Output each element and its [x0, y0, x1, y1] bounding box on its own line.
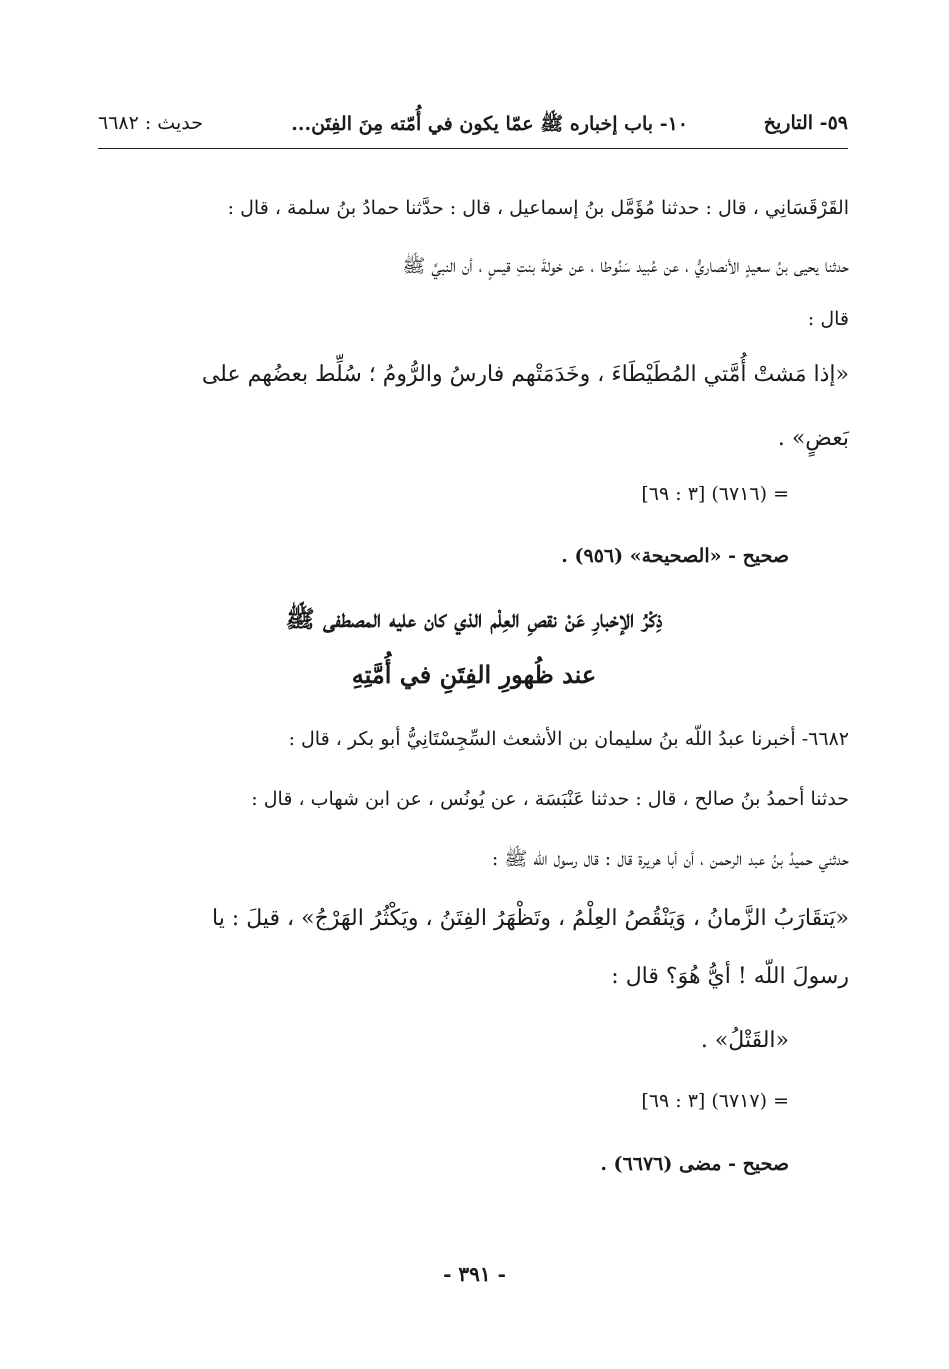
reference-line: = (٦٧١٦) [٣ : ٦٩] [641, 483, 789, 505]
reference-line: = (٦٧١٧) [٣ : ٦٩] [641, 1090, 789, 1112]
section-title: ذِكْرُ الإخبارِ عَنْ نقصِ العِلْم الذي كان عليه المصطفى ﷺ [285, 604, 663, 633]
hadith-text-line: بَعضٍ» . [777, 426, 849, 451]
section-title: عند ظُهورِ الفِتَنِ في أُمَّتِهِ [351, 660, 597, 689]
grading-line: صحيح - مضى (٦٦٧٦) . [600, 1153, 789, 1175]
text-line: ٦٦٨٢- أخبرنا عبدُ اللّه بنُ سليمان بن الأشعث السِّجِسْتَانِيُّ أبو بكر ، قال : [288, 728, 849, 750]
page-number: - ٣٩١ - [443, 1262, 506, 1286]
running-header [98, 108, 848, 144]
hadith-text-line: «القَتْلُ» . [700, 1028, 789, 1053]
text-line: حدثنا أحمدُ بنُ صالح ، قال : حدثنا عَنْبَسَة ، عن يُونُس ، عن ابن شهاب ، قال : [251, 788, 849, 810]
grading-line: صحيح - «الصحيحة» (٩٥٦) . [561, 545, 789, 567]
text-line: حدثنا يحيى بنُ سعيدٍ الأنصاريُّ ، عن عُبيد سَنُوطا ، عن خولةَ بنتِ قيسٍ ، أن النبيَّ ﷺ [402, 255, 849, 277]
header-chapter: ٥٩- التاريخ [763, 112, 848, 134]
header-rule [98, 148, 848, 149]
header-bab-title: ١٠- باب إخباره ﷺ عمّا يكون في أُمّته مِنَ الفِتَن... [291, 113, 688, 135]
text-line: حدثني حميدُ بنُ عبد الرحمن ، أن أبا هريرة قال : قال رسول اللّه ﷺ : [491, 848, 849, 870]
hadith-text-line: «يَتقَارَبُ الزَّمانُ ، وَيَنْقُصُ العِلْمُ ، وتَظْهَرُ الفِتَنُ ، ويَكْثُرُ الهَرْجُ» ، قيلَ : يا [211, 906, 849, 931]
hadith-text-line: «إذا مَشتْ أُمَّتي المُطَيْطَاءَ ، وخَدَمَتْهم فارسُ والرُّومُ ؛ سُلِّط بعضُهم على [201, 362, 849, 387]
text-line: قال : [807, 308, 849, 330]
header-hadith-number: حديث : ٦٦٨٢ [98, 112, 203, 134]
text-line: القَرْقَسَانِي ، قال : حدثنا مُؤَمَّل بنُ إسماعيل ، قال : حدَّثنا حمادُ بنُ سلمة ، قال : [227, 197, 849, 219]
hadith-text-line: رسولَ اللّه ! أيُّ هُوَ؟ قال : [611, 964, 849, 989]
